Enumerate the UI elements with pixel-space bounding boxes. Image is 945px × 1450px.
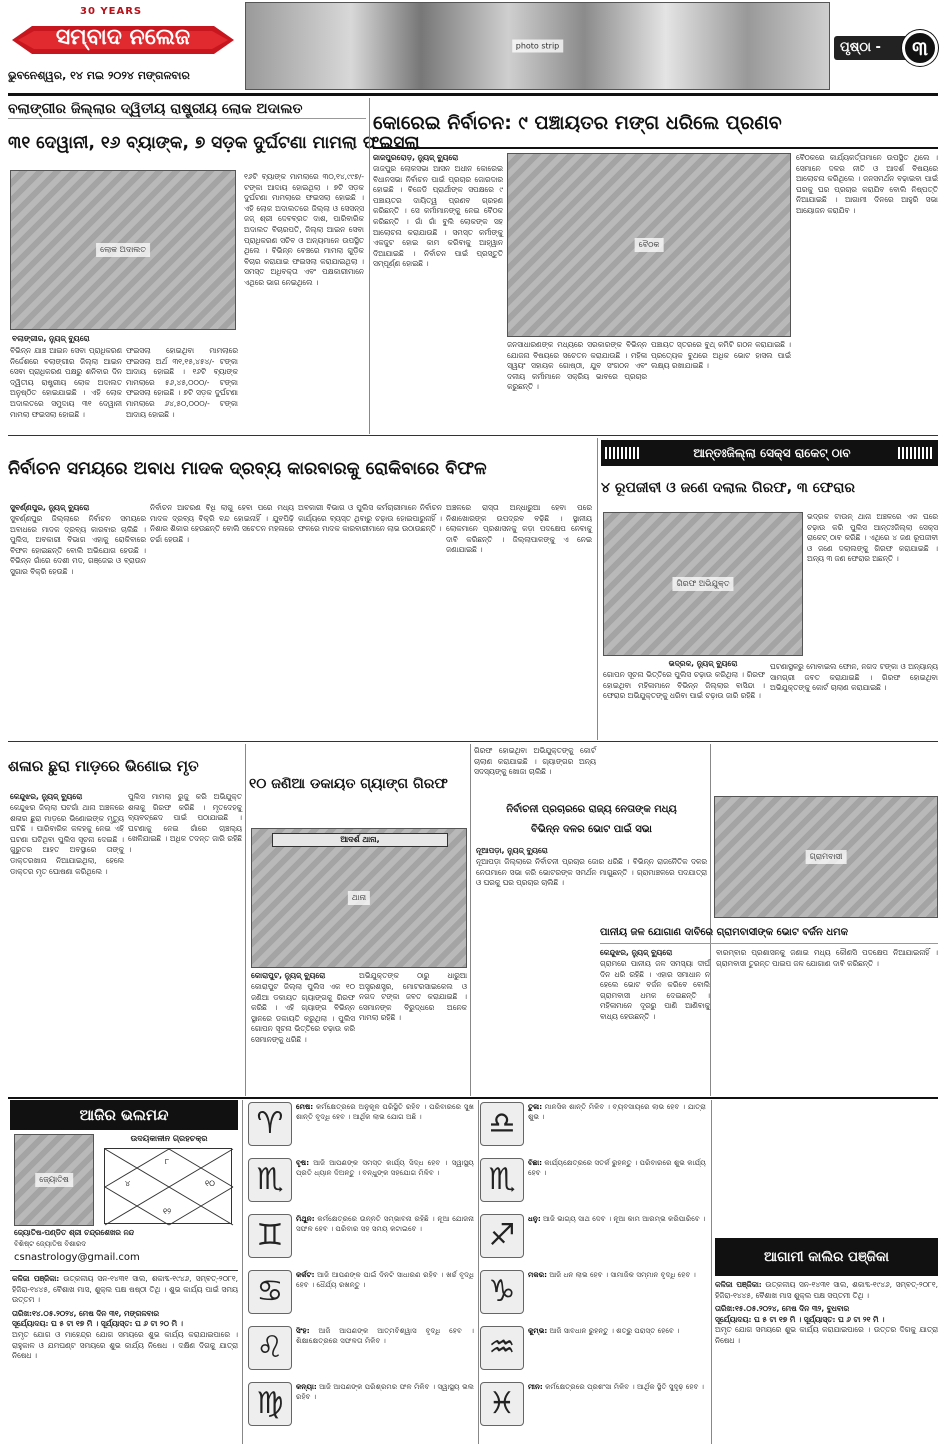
a6-headline: ୧୦ ଜଣିଆ ଡକାୟତ ଗ୍ୟାଙ୍ଗ ଗିରଫ xyxy=(249,776,448,792)
rashi-scorpio: ବିଛା: କାର୍ଯ୍ୟକ୍ଷେତ୍ରରେ ସତର୍କ ରୁହନ୍ତୁ । ପରିବାରରେ ଶୁଭ କାର୍ଯ୍ୟ ହେବ । xyxy=(528,1158,706,1178)
pisces-icon: ♓ xyxy=(480,1382,524,1426)
rashi-taurus: ବୃଷ: ଆଜି ଆପଣଙ୍କ ସମସ୍ତ କାର୍ଯ୍ୟ ସିଦ୍ଧ ହେବ । ସ୍ୱାସ୍ଥ୍ୟ ପ୍ରତି ଧ୍ୟାନ ଦିଅନ୍ତୁ । ବନ୍ଧୁଙ୍କ ସହଯୋଗ ମିଳିବ । xyxy=(296,1158,474,1178)
a1-headline: ୩୧ ଦେୱାନୀ, ୧୬ ବ୍ୟାଙ୍କ, ୭ ସଡ଼କ ଦୁର୍ଘଟଣା ମାମଲା ଫଇସଲା xyxy=(8,133,420,153)
a6-byline: କୋରାପୁଟ, ନ୍ୟୁଜ୍ ବ୍ୟୁରୋ xyxy=(251,971,326,980)
sagittarius-icon: ♐ xyxy=(480,1214,524,1258)
rashi-grid xyxy=(246,1100,708,1444)
a1-photo: ଲୋକ ଅଦାଲତ xyxy=(10,170,236,330)
a7-divider xyxy=(710,744,711,1096)
a8-col-a: ଗ୍ରାମରେ ପାନୀୟ ଜଳ ସମସ୍ୟା ଦୀର୍ଘ ଦିନ ଧରି ରହିଛି । ଏହାର ସମାଧାନ ନ ହେଲେ ଭୋଟ ବର୍ଜନ କରିବେ ବୋଲି ଗ୍ରାମବାସୀ ଧମକ ଦେଇଛନ୍ତି । ମହିଳାମାନେ ଦୂରରୁ ପାଣି ଆଣିବାକୁ ବାଧ୍ୟ ହେଉଛନ୍ତି । xyxy=(600,959,710,1021)
a5-divider xyxy=(245,744,246,1096)
a1-kicker: ବଲାଙ୍ଗୀର ଜିଲ୍ଲାର ଦ୍ୱିତୀୟ ରାଷ୍ଟ୍ରୀୟ ଲୋକ ଅଦାଲତ xyxy=(8,99,366,119)
cancer-icon: ♋ xyxy=(248,1270,292,1314)
leo-icon: ♌ xyxy=(248,1326,292,1370)
a5-col-b: ପୁଲିସ ମାମଲା ରୁଜୁ କରି ଅଭିଯୁକ୍ତ ଶଳାକୁ ଗିରଫ କରିଛି । ମୃତଦେହକୁ ବ୍ୟବଚ୍ଛେଦ ପାଇଁ ପଠାଯାଇଛି । ଘଟଣାକୁ ନେଇ ଗାଁରେ ଚାଞ୍ଚଲ୍ୟ ଖେଳିଯାଇଛି । ଅଧିକ ତଦନ୍ତ ଜାରି ରହିଛି । xyxy=(128,792,242,854)
rashi-pisces: ମୀନ: କର୍ମକ୍ଷେତ୍ରରେ ପ୍ରଶଂସା ମିଳିବ । ଆର୍ଥିକ ସ୍ଥିତି ସୁଦୃଢ଼ ହେବ । xyxy=(528,1382,705,1391)
a4-headline: ୪ ରୂପଜୀବୀ ଓ ଜଣେ ଦଲାଲ ଗିରଫ, ୩ ଫେରାର xyxy=(601,480,855,496)
a8-col-b: ବାରମ୍ବାର ପ୍ରଶାସନକୁ ଜଣାଇ ମଧ୍ୟ କୌଣସି ପଦକ୍ଷେପ ନିଆଯାଇନାହିଁ । ଗ୍ରାମବାସୀ ତୁରନ୍ତ ପାଇପ ଜଳ ଯୋଗାଣ ଦାବି କରିଛନ୍ତି । xyxy=(716,948,938,968)
a1-col-b: ଫଇସଲା ହୋଇଥିବା ମାମଲାରେ ଫଇସଲା ଅର୍ଥ ୩୧,୧୫,୪୫୪/- ଟଙ୍କା ଆଦାୟ ହୋଇଛି । ୧୬ଟି ବ୍ୟାଙ୍କ ମାମଲାରେ ୫୬,୪୫,୦୦୦/- ଟଙ୍କା ଫଇସଲା ହୋଇଛି । ୭ଟି ସଡ଼କ ଦୁର୍ଘଟଣା ମାମଲାରେ ୬୪,୫୦,୦୦୦/- ଟଙ୍କା ଆଦାୟ ହୋଇଛି । xyxy=(126,346,238,419)
astrologer-name: ଜ୍ୟୋତିଷ-ପଣ୍ଡିତ ଶ୍ରୀ ଚନ୍ଦ୍ରଶେଖର ନନ୍ଦ xyxy=(14,1228,135,1237)
astrologer-note: ବିଶିଷ୍ଟ ଜ୍ୟୋତିଷ ବିଶାରଦ xyxy=(14,1240,87,1248)
a2-photo: ବୈଠକ xyxy=(507,153,791,337)
a3-col-a: ସୁବର୍ଣ୍ଣପୁର ଜିଲ୍ଲାରେ ନିର୍ବାଚନ ସମୟରେ ଅବାଧରେ ମାଦକ ଦ୍ରବ୍ୟ କାରବାର ଚାଲିଛି । ପୁଲିସ, ଅବକାରୀ ବିଭାଗ ଏହାକୁ ରୋକିବାରେ ବିଫଳ ହୋଇଛନ୍ତି ବୋଲି ଅଭିଯୋଗ ହେଉଛି । ବିଭିନ୍ନ ଗାଁରେ ଦେଶୀ ମଦ, ଗଞ୍ଜେଇ ଓ ବ୍ରାଉନ ସୁଗାର ବିକ୍ରି ହେଉଛି । xyxy=(10,514,146,576)
a6-photo: ଆଦର୍ଶ ଥାନା, ଥାନା xyxy=(251,828,467,968)
a3-col-b: ନିର୍ବାଚନ ଆଚରଣ ବିଧି ଲାଗୁ ହେବା ପରେ ମଧ୍ୟ ମାଦକ ଦ୍ରବ୍ୟ ବିକ୍ରି ବନ୍ଦ ହୋଇନାହିଁ । ଯୁବପିଢ଼ି ନିଶାର ଶିକାର ହେଉଛନ୍ତି ବୋଲି ସଚେତନ ମହଲରେ ଚର୍ଚ୍ଚା ହେଉଛି । xyxy=(150,503,294,544)
section-rule-2 xyxy=(8,741,938,742)
astro-rule xyxy=(10,1270,238,1271)
a4-col-c: ଘଟଣାସ୍ଥଳରୁ ମୋବାଇଲ ଫୋନ, ନଗଦ ଟଙ୍କା ଓ ଅନ୍ୟାନ୍ୟ ସାମଗ୍ରୀ ଜବତ କରାଯାଇଛି । ଗିରଫ ହୋଇଥିବା ଅଭିଯୁକ୍ତଙ୍କୁ କୋର୍ଟ ଚାଲାଣ କରାଯାଇଛି । xyxy=(770,662,938,693)
rashi-gemini: ମିଥୁନ: କର୍ମକ୍ଷେତ୍ରରେ ଉନ୍ନତି ସମ୍ଭାବନା ରହିଛି । ନୂଆ ଯୋଜନା ସଫଳ ହେବ । ପରିବାର ସହ ସମୟ କଟାଇବେ । xyxy=(296,1214,474,1234)
rashi-libra: ତୁଳା: ମାନସିକ ଶାନ୍ତି ମିଳିବ । ବ୍ୟବସାୟରେ ଲାଭ ହେବ । ଯାତ୍ରା ଶୁଭ । xyxy=(528,1102,706,1122)
a7-side-text: ଗିରଫ ହୋଇଥିବା ଅଭିଯୁକ୍ତଙ୍କୁ କୋର୍ଟ ଚାଲାଣ କରାଯାଇଛି । ଗ୍ୟାଙ୍ଗର ଅନ୍ୟ ସଦସ୍ୟଙ୍କୁ ଖୋଜା ଚାଲିଛି । xyxy=(474,746,596,777)
a7-col-a: ନୂଆପଡ଼ା ଜିଲ୍ଲାରେ ନିର୍ବାଚନୀ ପ୍ରଚାର ଜୋର ଧରିଛି । ବିଭିନ୍ନ ରାଜନୈତିକ ଦଳର ନେତାମାନେ ସଭା କରି ଭୋଟରଙ୍କ ସମର୍ଥନ ମାଗୁଛନ୍ତି । ଗ୍ରାମାଞ୍ଚଳରେ ପଦଯାତ୍ରା ଓ ଘରକୁ ଘର ପ୍ରଚାର ଚାଲିଛି । xyxy=(476,857,707,888)
chart-cell-1: ୪ xyxy=(125,1179,131,1188)
rashi-leo: ସିଂହ: ଆଜି ଆପଣଙ୍କ ଆତ୍ମବିଶ୍ୱାସ ବୃଦ୍ଧି ହେବ । ଶିକ୍ଷାକ୍ଷେତ୍ରରେ ସଫଳତା ମିଳିବ । xyxy=(296,1326,474,1346)
astro-title-box: ଆଜିର ଭଲମନ୍ଦ xyxy=(10,1100,238,1130)
rashi-cancer: କର୍କଟ: ଆଜି ଆପଣଙ୍କ ପାଇଁ ଦିନଟି ସାଧାରଣ ରହିବ । ଖର୍ଚ୍ଚ ବୃଦ୍ଧି ହେବ । ଧୈର୍ଯ୍ୟ ରଖନ୍ତୁ । xyxy=(296,1270,474,1290)
page-number-circle: ୩ xyxy=(902,30,938,66)
chart-cell-4: ୧୨ xyxy=(163,1207,172,1216)
aquarius-icon: ♒ xyxy=(480,1326,524,1370)
a4-byline: ଭଦ୍ରକ, ନ୍ୟୁଜ୍ ବ୍ୟୁରୋ xyxy=(668,659,738,668)
rashi-aquarius: କୁମ୍ଭ: ଆଜି ସାବଧାନ ରୁହନ୍ତୁ । ଶତ୍ରୁ ପରାସ୍ତ ହେବେ । xyxy=(528,1326,680,1335)
capricorn-icon: ♑ xyxy=(480,1270,524,1314)
rashi-divider xyxy=(478,1100,479,1444)
a4-photo: ଗିରଫ ଅଭିଯୁକ୍ତ xyxy=(603,512,803,656)
a3-col-c: ଅବକାରୀ ବିଭାଗ ଓ ପୁଲିସ କର୍ମଚାରୀମାନେ ନିର୍ବାଚନ କାର୍ଯ୍ୟରେ ବ୍ୟସ୍ତ ଥିବାରୁ ଚଢ଼ାଉ ହୋଇପାରୁନାହିଁ । ଫଳରେ ମାଦକ କାରବାରୀମାନେ ଲାଭ ଉଠାଉଛନ୍ତି । xyxy=(298,503,442,534)
a2-col-c: ପଞ୍ଚାୟତ ସ୍ତରରେ ବୁଥ୍ କମିଟି ଗଠନ କରାଯାଇଛି । ପ୍ରତ୍ୟେକ ବୁଥରେ ଅଧିକ ଭୋଟ ହାସଲ ପାଇଁ ଲକ୍ଷ୍ୟ ରଖାଯାଇଛି । xyxy=(651,340,791,371)
a4-col-b: ଗୋପନ ସୂଚନା ଭିତ୍ତିରେ ପୁଲିସ ଚଢ଼ାଉ କରିଥିଲା । ଗିରଫ ହୋଇଥିବା ମହିଳାମାନେ ବିଭିନ୍ନ ଜିଲ୍ଲାର ବାସିନ୍ଦା । ଫେରାର ଅଭିଯୁକ୍ତଙ୍କୁ ଧରିବା ପାଇଁ ଚଢ଼ାଉ ଜାରି ରହିଛି । xyxy=(603,670,765,701)
section-rule-3 xyxy=(8,1097,938,1099)
scorpio-icon: ♏ xyxy=(248,1158,292,1202)
astro-divider xyxy=(242,1100,243,1444)
a5-headline: ଶଳାର ଛୁରା ମାଡ଼ରେ ଭିଣୋଇ ମୃତ xyxy=(8,757,199,775)
a6-police-board: ଆଦର୍ଶ ଥାନା, xyxy=(272,833,448,847)
a4-col-a: ଭଦ୍ରକ ଟାଉନ୍ ଥାନା ଅଞ୍ଚଳରେ ଏକ ଘରେ ଚଢ଼ାଉ କରି ପୁଲିସ ଆନ୍ତଃଜିଲ୍ଲା ସେକ୍ସ ରାକେଟ୍ ଠାବ କରିଛି । ଏଥିରେ ୪ ଜଣ ରୂପଜୀବୀ ଓ ଜଣେ ଦଲାଲଙ୍କୁ ଗିରଫ କରାଯାଇଛି । ଅନ୍ୟ ୩ ଜଣ ଫେରାର ଅଛନ୍ତି । xyxy=(807,512,938,564)
masthead-photo-strip: photo strip xyxy=(245,2,830,90)
astrologer-photo: ଜ୍ୟୋତିଷ xyxy=(14,1134,94,1226)
a2-col-b: ଜନସାଧାରଣଙ୍କ ମଧ୍ୟରେ ସରକାରଙ୍କ ବିଭିନ୍ନ ଯୋଜନା ବିଷୟରେ ସଚେତନ କରାଯାଉଛି । ମହିଳା ସ୍ୱୟଂ ସହାୟକ ଗୋଷ୍ଠୀ, ଯୁବ ସଂଗଠନ ଏବଂ ଦଳୀୟ କର୍ମୀମାନେ ସକ୍ରିୟ ଭାବରେ ପ୍ରଚାର କରୁଛନ୍ତି । xyxy=(507,340,647,392)
tomorrow-title-box: ଆଗାମୀ କାଲିର ପଞ୍ଜିକା xyxy=(715,1238,938,1276)
rashi-capricorn: ମକର: ଆଜି ଧନ ଲାଭ ହେବ । ସାମାଜିକ ସମ୍ମାନ ବୃଦ୍ଧି ହେବ । xyxy=(528,1270,696,1279)
a1-col-c: ୧୬ଟି ବ୍ୟାଙ୍କ ମାମଲାରେ ୩୦,୧୪,୯୯୭/- ଟଙ୍କା ଆଦାୟ ହୋଇଥିଲା । ୭ଟି ସଡ଼କ ଦୁର୍ଘଟଣା ମାମଲାରେ ଫଇସଲା ହୋଇଛି । ଏହି ଲୋକ ଅଦାଲତରେ ଜିଲ୍ଲା ଓ ସେସନ୍ସ ଜଜ୍ ଶ୍ରୀ ଦେବବ୍ରତ ଦାଶ, ପାରିବାରିକ ଅଦାଲତ ବିଚାରପତି, ଜିଲ୍ଲା ଆଇନ ସେବା ପ୍ରାଧିକରଣ ସଚିବ ଓ ଅନ୍ୟମାନେ ଉପସ୍ଥିତ ଥିଲେ । ବିଭିନ୍ନ ବେଞ୍ଚରେ ମାମଲା ଗୁଡ଼ିକ ବିଚାର କରାଯାଇ ଫଇସଲା କରାଯାଇଥିଲା । ସମସ୍ତ ଅଧିବକ୍ତା ଏବଂ ପକ୍ଷକାରୀମାନେ ଏଥିରେ ଭାଗ ନେଇଥିଲେ । xyxy=(244,172,364,287)
a3-col-d: ଅଞ୍ଚଳରେ ରାସ୍ତା ଅନ୍ଧାରୁଆ ହେବା ପରେ ନିଶାଖୋରଙ୍କ ଉପଦ୍ରବ ବଢ଼ିଛି । ସ୍ଥାନୀୟ ଲୋକମାନେ ପ୍ରଶାସନକୁ କଡ଼ା ପଦକ୍ଷେପ ନେବାକୁ ଦାବି କରିଛନ୍ତି । ଜିଲ୍ଲାପାଳଙ୍କୁ ଏ ନେଇ ଜଣାଯାଇଛି । xyxy=(446,503,592,555)
page-label: ପୃଷ୍ଠା - xyxy=(840,40,881,55)
rashi-virgo: କନ୍ୟା: ଆଜି ଆପଣଙ୍କ ପରିଶ୍ରମର ଫଳ ମିଳିବ । ସ୍ୱାସ୍ଥ୍ୟ ଭଲ ରହିବ । xyxy=(296,1382,474,1402)
section-rule-1 xyxy=(8,435,938,436)
a3-byline: ସୁବର୍ଣ୍ଣପୁର, ନ୍ୟୁଜ୍ ବ୍ୟୁରୋ xyxy=(10,503,90,512)
a8-headline: ପାନୀୟ ଜଳ ଯୋଗାଣ ଦାବିରେ ଗ୍ରାମବାସୀଙ୍କ ଭୋଟ ବର୍ଜନ ଧମକ xyxy=(600,922,938,944)
virgo-icon: ♍ xyxy=(248,1382,292,1426)
a4-banner-stripes xyxy=(605,447,641,459)
a1-byline: ବଲାଙ୍ଗୀର, ନ୍ୟୁଜ୍ ବ୍ୟୁରୋ xyxy=(12,334,90,343)
a6-divider xyxy=(470,744,471,1096)
a2-col-a: ଜାଜପୁର ଲୋକସଭା ଆସନ ଅଧୀନ କୋରେଇ ବିଧାନସଭା ନିର୍ବାଚନ ପାଇଁ ପ୍ରଚାର ଜୋରଦାର ହୋଇଛି । ବିଜେଡି ପ୍ରାର୍ଥୀଙ୍କ ସପକ୍ଷରେ ୯ ପଞ୍ଚାୟତର ଦାୟିତ୍ୱ ପ୍ରଣବ ଗ୍ରହଣ କରିଛନ୍ତି । ସେ କର୍ମୀମାନଙ୍କୁ ନେଇ ବୈଠକ କରିଛନ୍ତି । ଗାଁ ଗାଁ ବୁଲି ଲୋକଙ୍କ ସହ ଆଲୋଚନା କରାଯାଉଛି । ସମସ୍ତ କର୍ମୀଙ୍କୁ ଏକଜୁଟ ହୋଇ କାମ କରିବାକୁ ଆହ୍ୱାନ ଦିଆଯାଇଛି । ନିର୍ବାଚନ ପାଇଁ ପ୍ରସ୍ତୁତି ସମ୍ପୂର୍ଣ୍ଣ ହୋଇଛି । xyxy=(373,164,503,269)
newspaper-logo: ସମ୍ବାଦ ନଲେଜ xyxy=(55,24,191,50)
masthead-rule xyxy=(8,93,938,96)
dateline: ଭୁବନେଶ୍ୱର, ୧୪ ମଇ ୨୦୨୪ ମଙ୍ଗଳବାର xyxy=(8,69,190,82)
a4-banner: ଆନ୍ତଃଜିଲ୍ଲା ସେକ୍ସ ରାକେଟ୍ ଠାବ xyxy=(601,440,938,466)
panjika-today: କଳିଜା ପଞ୍ଜିକା: ଉତ୍କଳୀୟ ସନ-୧୪୩୧ ସାଲ, ଶକାବ୍ଦ-୧୯୪୬, ସମ୍ବତ୍-୨୦୮୧, ହିଜିରା-୧୪୪୫, ବୈଶାଖ ମାସ, ଶୁକ୍ଲ ପକ୍ଷ ଷଷ୍ଠୀ ତିଥି । ଶୁଭ କାର୍ଯ୍ୟ ପାଇଁ ସମୟ ଉତ୍ତମ । ତାରିଖ:୧୪.୦୫.୨୦୨୪, ମେଷ ଦିନ ୩୧, ମଙ୍ଗଳବାର ସୂର୍ଯ୍ୟୋଦୟ: ଘ ୫ ଟା ୧୭ ମି । ସୂର୍ଯ୍ୟାସ୍ତ: ଘ ୬ ଟା ୨୦ ମି । ଅମୃତ ଯୋଗ ଓ ମାହେନ୍ଦ୍ର ଯୋଗ ସମୟରେ ଶୁଭ କାର୍ଯ୍ୟ କରାଯାଇପାରେ । ରାହୁକାଳ ଓ ଯମଘଣ୍ଟ ସମୟରେ ଶୁଭ କାର୍ଯ୍ୟ ନିଷେଧ । ଦକ୍ଷିଣ ଦିଗକୁ ଯାତ୍ରା ନିଷେଧ । xyxy=(12,1274,239,1361)
astro-subtitle: ଉଦୟକାଳୀନ ଗ୍ରହଚକ୍ର xyxy=(130,1134,208,1143)
a2-headline: କୋରେଇ ନିର୍ବାଚନ: ୯ ପଞ୍ଚାୟତର ମଙ୍ଗ ଧରିଲେ ପ୍ରଣବ xyxy=(373,99,938,149)
gemini-icon: ♊ xyxy=(248,1214,292,1258)
a2-byline: ଜାଜପୁରରୋଡ଼, ନ୍ୟୁଜ୍ ବ୍ୟୁରୋ xyxy=(373,153,459,162)
panjika-tomorrow: କଳିଜା ପଞ୍ଜିକା: ଉତ୍କଳୀୟ ସନ-୧୪୩୧ ସାଲ, ଶକାବ୍ଦ-୧୯୪୬, ସମ୍ବତ୍-୨୦୮୧, ହିଜିରା-୧୪୪୫, ବୈଶାଖ ମାସ ଶୁକ୍ଲ ପକ୍ଷ ସପ୍ତମୀ ତିଥି । ତାରିଖ:୧୫.୦୫.୨୦୨୪, ମେଷ ଦିନ ୩୨, ବୁଧବାର ସୂର୍ଯ୍ୟୋଦୟ: ଘ ୫ ଟା ୧୭ ମି । ସୂର୍ଯ୍ୟାସ୍ତ: ଘ ୬ ଟା ୨୧ ମି । ଅମୃତ ଯୋଗ ସମୟରେ ଶୁଭ କାର୍ଯ୍ୟ କରାଯାଇପାରେ । ଉତ୍ତର ଦିଗକୁ ଯାତ୍ରା ନିଷେଧ । xyxy=(715,1280,939,1345)
a7-byline: ନୂଆପଡ଼ା, ନ୍ୟୁଜ୍ ବ୍ୟୁରୋ xyxy=(476,846,548,855)
page-number-tab xyxy=(834,30,942,66)
libra-icon: ♎ xyxy=(480,1102,524,1146)
astrologer-email[interactable]: csnastrology@gmail.com xyxy=(14,1252,140,1263)
thirty-years-badge: 30 YEARS xyxy=(80,6,143,17)
rashi-sagittarius: ଧନୁ: ଆଜି ଭାଗ୍ୟ ସାଥ ଦେବ । ନୂଆ କାମ ଆରମ୍ଭ କରିପାରିବେ । xyxy=(528,1214,706,1223)
rashi-aries: ମେଷ: କର୍ମକ୍ଷେତ୍ରରେ ଅନୁକୂଳ ପରିସ୍ଥିତି ରହିବ । ପରିବାରରେ ସୁଖ ଶାନ୍ତି ବୃଦ୍ଧି ହେବ । ଆର୍ଥିକ ଲାଭ ଯୋଗ ଅଛି । xyxy=(296,1102,474,1122)
planet-chart xyxy=(104,1148,232,1224)
a8-byline: କେନ୍ଦୁଝର, ନ୍ୟୁଜ୍ ବ୍ୟୁରୋ xyxy=(600,948,673,957)
tomorrow-divider xyxy=(711,1100,712,1444)
a5-col-a: କେନ୍ଦୁଝର ଜିଲ୍ଲା ଘଟଗାଁ ଥାନା ଅଞ୍ଚଳରେ ଶଳାର ଛୁରା ମାଡ଼ରେ ଭିଣୋଇଙ୍କ ମୃତ୍ୟୁ ଘଟିଛି । ପାରିବାରିକ କଳହକୁ ନେଇ ଏହି ଘଟଣା ଘଟିଥିବା ପୁଲିସ ସୂଚନା ଦେଇଛି । ଗୁରୁତର ଆହତ ଅବସ୍ଥାରେ ତାଙ୍କୁ ଡାକ୍ତରଖାନା ନିଆଯାଇଥିଲା, ହେଲେ ଡାକ୍ତର ମୃତ ଘୋଷଣା କରିଥିଲେ । xyxy=(10,803,124,876)
masthead xyxy=(8,6,240,92)
aries-icon: ♈ xyxy=(248,1102,292,1146)
a5-byline: କେନ୍ଦୁଝର, ନ୍ୟୁଜ୍ ବ୍ୟୁରୋ xyxy=(10,792,83,801)
a2-col-d: ବୈଠକରେ କାର୍ଯ୍ୟକର୍ତ୍ତାମାନେ ଉପସ୍ଥିତ ଥିଲେ । ସେମାନେ ଦଳର ନୀତି ଓ ଆଦର୍ଶ ବିଷୟରେ ଆଲୋଚନା କରିଥିଲେ । ଜନସମର୍ଥନ ବଢ଼ାଇବା ପାଇଁ ଘରକୁ ଘର ପ୍ରଚାର କରାଯିବ ବୋଲି ନିଷ୍ପତ୍ତି ନିଆଯାଇଛି । ଆଗାମୀ ଦିନରେ ଆହୁରି ସଭା ଆୟୋଜନ କରାଯିବ । xyxy=(796,153,938,215)
a6-col-a: କୋରାପୁଟ ଜିଲ୍ଲା ପୁଲିସ ଏକ ୧୦ ଜଣିଆ ଡକାୟତ ଗ୍ୟାଙ୍ଗକୁ ଗିରଫ କରିଛି । ଏହି ଗ୍ୟାଙ୍ଗ ବିଭିନ୍ନ ସ୍ଥାନରେ ଡକାୟତି କରୁଥିଲା । ପୁଲିସ ଗୋପନ ସୂଚନା ଭିତ୍ତିରେ ଚଢ଼ାଉ କରି ସେମାନଙ୍କୁ ଧରିଛି । xyxy=(251,982,355,1044)
a3-divider xyxy=(597,438,598,740)
a3-headline: ନିର୍ବାଚନ ସମୟରେ ଅବାଧ ମାଦକ ଦ୍ରବ୍ୟ କାରବାରକୁ ରୋକିବାରେ ବିଫଳ xyxy=(8,459,487,479)
scorpio-icon-2: ♏ xyxy=(480,1158,524,1202)
a6-col-b: ଅଭିଯୁକ୍ତଙ୍କ ଠାରୁ ଧାରୁଆ ଅସ୍ତ୍ରଶସ୍ତ୍ର, ମୋଟରସାଇକେଲ ଓ ନଗଦ ଟଙ୍କା ଜବତ କରାଯାଇଛି । ସେମାନଙ୍କ ବିରୁଦ୍ଧରେ ଅନେକ ମାମଲା ରହିଛି । xyxy=(359,971,467,1023)
a8-photo: ଗ୍ରାମବାସୀ xyxy=(714,796,938,918)
a1-divider xyxy=(369,98,370,434)
chart-cell-3: ୧୦ xyxy=(205,1179,215,1188)
a7-headline: ନିର୍ବାଚନୀ ପ୍ରଚାରରେ ରାଜ୍ୟ ନେତାଙ୍କ ମଧ୍ୟ ବିଭିନ୍ନ ଦଳର ଭୋଟ ପାଇଁ ସଭା xyxy=(506,804,677,835)
chart-cell-2: ୮ xyxy=(165,1157,170,1166)
a1-col-a: ବିଭିନ୍ନ ଯାଞ୍ଚ ଆଇନ ସେବା ପ୍ରାଧିକରଣ ନିର୍ଦ୍ଦେଶରେ ବଲାଙ୍ଗୀର ଜିଲ୍ଲା ଆଇନ ସେବା ପ୍ରାଧିକରଣ ପକ୍ଷରୁ ଶନିବାର ଦିନ ଦ୍ୱିତୀୟ ରାଷ୍ଟ୍ରୀୟ ଲୋକ ଅଦାଲତ ଅନୁଷ୍ଠିତ ହୋଇଯାଇଛି । ଏହି ଲୋକ ଅଦାଲତରେ ସମୁଦାୟ ୩୧ ଦେୱାନୀ ମାମଲା ଫଇସଲା ହୋଇଛି । xyxy=(10,346,122,419)
